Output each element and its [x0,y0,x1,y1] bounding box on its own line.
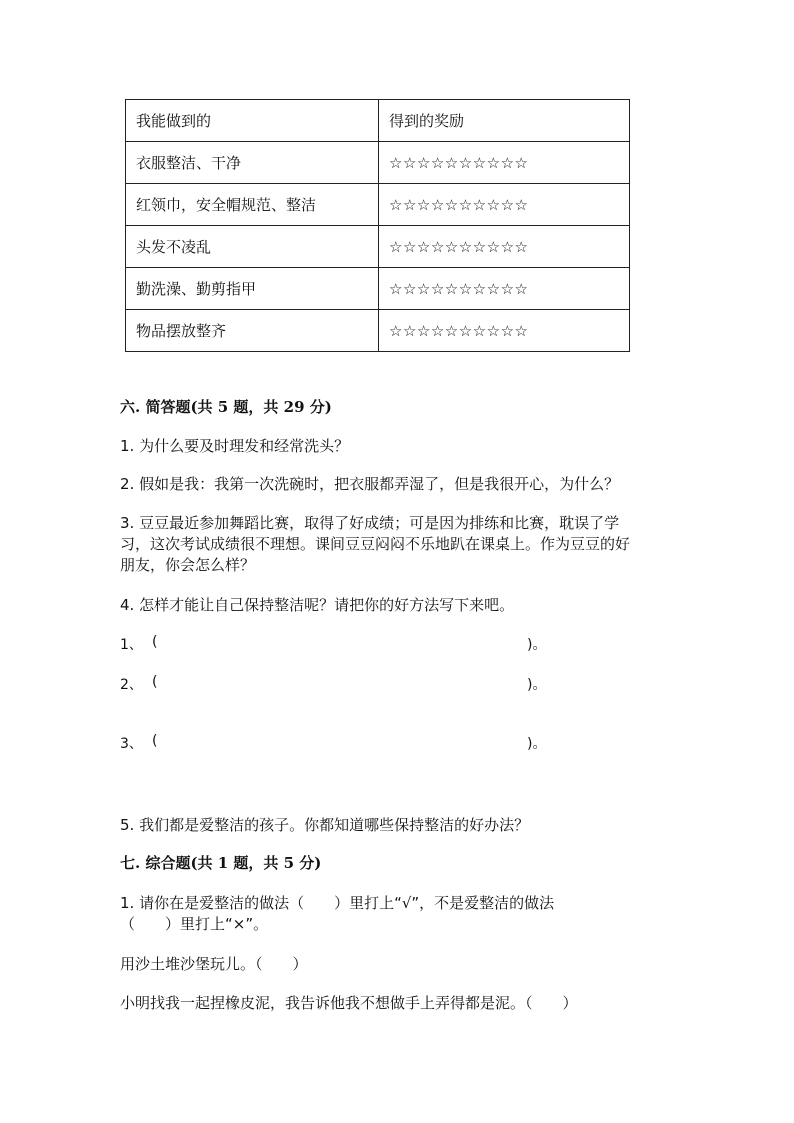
table-row [126,184,630,226]
blank-open-paren: ( [152,634,158,650]
table-cell-item: 衣服整洁、干净 [126,142,379,184]
comprehensive-q1-line-1: 1. 请你在是爱整洁的做法（ ）里打上“√”，不是爱整洁的做法 [120,894,555,912]
table-header-cell: 我能做到的 [126,100,379,142]
answer-blank[interactable] [120,733,570,755]
question-5: 5. 我们都是爱整洁的孩子。你都知道哪些保持整洁的好办法？ [120,816,530,834]
table-row [126,142,630,184]
table-cell-stars: ☆☆☆☆☆☆☆☆☆☆ [379,142,630,184]
question-3-line-2: 习，这次考试成绩很不理想。课间豆豆闷闷不乐地趴在课桌上。作为豆豆的好 [120,535,631,553]
blank-open-paren: ( [152,733,158,749]
table-row [126,310,630,352]
table-cell-item: 物品摆放整齐 [126,310,379,352]
table-header-row [126,100,630,142]
blank-open-paren: ( [152,674,158,690]
table-cell-item: 红领巾，安全帽规范、整洁 [126,184,379,226]
blank-close-paren: )。 [527,736,547,752]
table-cell-stars: ☆☆☆☆☆☆☆☆☆☆ [379,226,630,268]
blank-close-paren: )。 [527,677,547,693]
table-cell-stars: ☆☆☆☆☆☆☆☆☆☆ [379,268,630,310]
blank-number: 2、 [120,677,143,693]
table-cell-stars: ☆☆☆☆☆☆☆☆☆☆ [379,184,630,226]
question-4: 4. 怎样才能让自己保持整洁呢？请把你的好方法写下来吧。 [120,596,515,614]
answer-blank[interactable] [120,634,570,656]
question-1: 1. 为什么要及时理发和经常洗头？ [120,437,350,455]
table-cell-item: 勤洗澡、勤剪指甲 [126,268,379,310]
comprehensive-q1-line-2: （ ）里打上“×”。 [120,915,269,933]
table-row [126,226,630,268]
table-header-cell: 得到的奖励 [379,100,630,142]
question-3-line-1: 3. 豆豆最近参加舞蹈比赛，取得了好成绩；可是因为排练和比赛，耽误了学 [120,514,620,532]
answer-blank[interactable] [120,674,570,696]
table-cell-stars: ☆☆☆☆☆☆☆☆☆☆ [379,310,630,352]
question-2: 2. 假如是我：我第一次洗碗时，把衣服都弄湿了，但是我很开心，为什么？ [120,475,620,493]
question-3-line-3: 朋友，你会怎么样？ [120,556,256,574]
table-cell-item: 头发不凌乱 [126,226,379,268]
section7-title: 七. 综合题(共 1 题，共 5 分) [120,854,322,872]
section6-title: 六. 简答题(共 5 题，共 29 分) [120,398,332,416]
blank-number: 3、 [120,736,143,752]
blank-number: 1、 [120,637,143,653]
table-row [126,268,630,310]
blank-close-paren: )。 [527,637,547,653]
awards-table [125,99,630,352]
judgement-item-1[interactable]: 用沙土堆沙堡玩儿。（ ） [120,955,308,973]
judgement-item-2[interactable]: 小明找我一起捏橡皮泥，我告诉他我不想做手上弄得都是泥。（ ） [120,994,578,1012]
